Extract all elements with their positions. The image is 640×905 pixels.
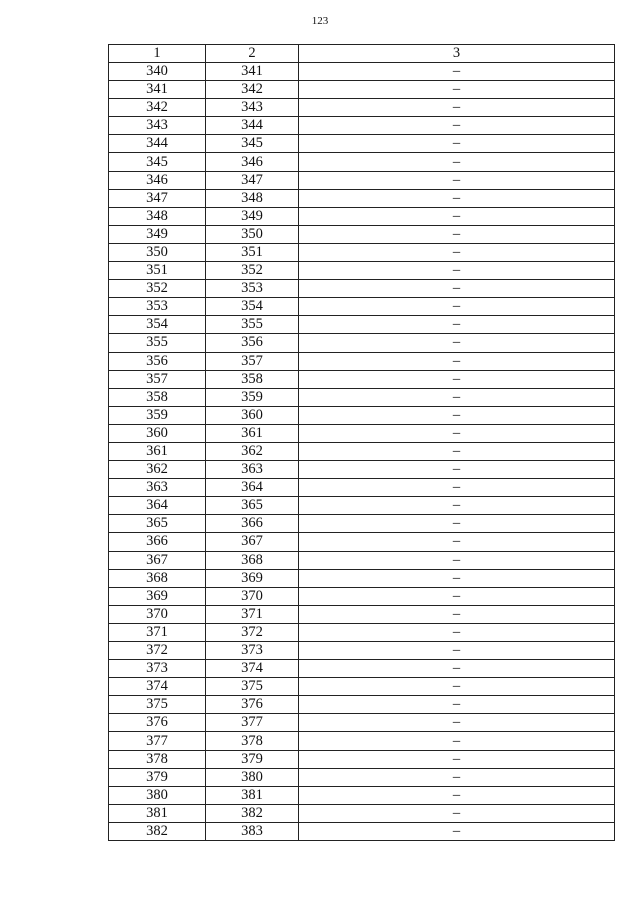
table-cell-col-2: 363: [206, 461, 299, 479]
table-cell-col-1: 372: [109, 642, 206, 660]
table-cell-col-3: –: [299, 768, 615, 786]
table-row: [109, 497, 615, 515]
table-cell-col-1: 378: [109, 750, 206, 768]
table-row: [109, 804, 615, 822]
table-cell-col-1: 368: [109, 569, 206, 587]
table-cell-col-3: –: [299, 714, 615, 732]
table-body: [109, 63, 615, 841]
table-row: [109, 515, 615, 533]
table-cell-col-2: 380: [206, 768, 299, 786]
table-cell-col-3: –: [299, 262, 615, 280]
table-cell-col-1: 353: [109, 298, 206, 316]
table-cell-col-3: –: [299, 750, 615, 768]
table-cell-col-1: 345: [109, 153, 206, 171]
table-header-row: [109, 45, 615, 63]
table-cell-col-2: 383: [206, 822, 299, 840]
table-cell-col-2: 376: [206, 696, 299, 714]
table-row: [109, 642, 615, 660]
table-cell-col-1: 364: [109, 497, 206, 515]
table-cell-col-1: 379: [109, 768, 206, 786]
table-row: [109, 768, 615, 786]
table-cell-col-3: –: [299, 370, 615, 388]
table-cell-col-3: –: [299, 243, 615, 261]
table-cell-col-3: –: [299, 605, 615, 623]
table-cell-col-2: 364: [206, 479, 299, 497]
table-row: [109, 786, 615, 804]
table-cell-col-1: 382: [109, 822, 206, 840]
table-cell-col-1: 357: [109, 370, 206, 388]
table-cell-col-2: 357: [206, 352, 299, 370]
table-cell-col-3: –: [299, 515, 615, 533]
table-cell-col-1: 355: [109, 334, 206, 352]
table-cell-col-1: 360: [109, 424, 206, 442]
table-cell-col-1: 341: [109, 81, 206, 99]
table-cell-col-1: 344: [109, 135, 206, 153]
data-table-container: [108, 44, 615, 841]
table-cell-col-1: 351: [109, 262, 206, 280]
table-cell-col-3: –: [299, 442, 615, 460]
table-cell-col-1: 348: [109, 207, 206, 225]
table-cell-col-2: 354: [206, 298, 299, 316]
table-cell-col-3: –: [299, 786, 615, 804]
table-cell-col-1: 373: [109, 660, 206, 678]
table-cell-col-3: –: [299, 135, 615, 153]
table-cell-col-1: 356: [109, 352, 206, 370]
table-cell-col-2: 366: [206, 515, 299, 533]
table-cell-col-1: 381: [109, 804, 206, 822]
table-cell-col-3: –: [299, 660, 615, 678]
table-cell-col-3: –: [299, 533, 615, 551]
table-cell-col-2: 349: [206, 207, 299, 225]
table-row: [109, 660, 615, 678]
table-cell-col-2: 351: [206, 243, 299, 261]
table-cell-col-3: –: [299, 678, 615, 696]
table-row: [109, 623, 615, 641]
page-number: 123: [311, 15, 329, 27]
table-cell-col-2: 350: [206, 225, 299, 243]
table-cell-col-2: 381: [206, 786, 299, 804]
table-row: [109, 388, 615, 406]
table-cell-col-3: –: [299, 804, 615, 822]
table-cell-col-3: –: [299, 334, 615, 352]
table-cell-col-1: 359: [109, 406, 206, 424]
table-row: [109, 207, 615, 225]
table-cell-col-2: 343: [206, 99, 299, 117]
table-cell-col-2: 360: [206, 406, 299, 424]
table-cell-col-1: 363: [109, 479, 206, 497]
table-cell-col-2: 372: [206, 623, 299, 641]
table-row: [109, 280, 615, 298]
table-cell-col-1: 354: [109, 316, 206, 334]
table-cell-col-3: –: [299, 696, 615, 714]
table-cell-col-2: 356: [206, 334, 299, 352]
table-cell-col-1: 367: [109, 551, 206, 569]
table-cell-col-1: 371: [109, 623, 206, 641]
table-cell-col-1: 342: [109, 99, 206, 117]
table-row: [109, 442, 615, 460]
table-cell-col-3: –: [299, 551, 615, 569]
table-row: [109, 605, 615, 623]
table-row: [109, 370, 615, 388]
table-cell-col-2: 382: [206, 804, 299, 822]
table-cell-col-2: 342: [206, 81, 299, 99]
table-row: [109, 352, 615, 370]
table-row: [109, 822, 615, 840]
table-row: [109, 461, 615, 479]
table-cell-col-1: 375: [109, 696, 206, 714]
table-cell-col-1: 346: [109, 171, 206, 189]
table-row: [109, 117, 615, 135]
table-cell-col-2: 355: [206, 316, 299, 334]
table-row: [109, 81, 615, 99]
table-cell-col-2: 373: [206, 642, 299, 660]
table-row: [109, 189, 615, 207]
table-cell-col-3: –: [299, 642, 615, 660]
table-cell-col-2: 358: [206, 370, 299, 388]
table-cell-col-3: –: [299, 225, 615, 243]
table-cell-col-3: –: [299, 406, 615, 424]
table-cell-col-2: 346: [206, 153, 299, 171]
table-cell-col-3: –: [299, 81, 615, 99]
table-cell-col-2: 378: [206, 732, 299, 750]
table-cell-col-1: 352: [109, 280, 206, 298]
table-cell-col-3: –: [299, 587, 615, 605]
table-cell-col-1: 376: [109, 714, 206, 732]
table-cell-col-3: –: [299, 298, 615, 316]
table-cell-col-3: –: [299, 63, 615, 81]
table-cell-col-3: –: [299, 623, 615, 641]
table-row: [109, 406, 615, 424]
table-cell-col-3: –: [299, 207, 615, 225]
table-cell-col-3: –: [299, 117, 615, 135]
table-cell-col-3: –: [299, 732, 615, 750]
table-cell-col-1: 369: [109, 587, 206, 605]
table-row: [109, 569, 615, 587]
table-cell-col-2: 370: [206, 587, 299, 605]
table-row: [109, 316, 615, 334]
table-cell-col-1: 358: [109, 388, 206, 406]
table-cell-col-1: 343: [109, 117, 206, 135]
table-cell-col-3: –: [299, 280, 615, 298]
table-cell-col-2: 344: [206, 117, 299, 135]
table-cell-col-2: 341: [206, 63, 299, 81]
table-cell-col-2: 374: [206, 660, 299, 678]
table-cell-col-3: –: [299, 497, 615, 515]
table-cell-col-2: 367: [206, 533, 299, 551]
column-header-2: 2: [206, 45, 299, 63]
column-header-1: 1: [109, 45, 206, 63]
table-cell-col-3: –: [299, 153, 615, 171]
table-cell-col-2: 377: [206, 714, 299, 732]
table-cell-col-2: 371: [206, 605, 299, 623]
table-cell-col-3: –: [299, 352, 615, 370]
table-row: [109, 153, 615, 171]
table-cell-col-3: –: [299, 822, 615, 840]
table-row: [109, 334, 615, 352]
table-row: [109, 714, 615, 732]
table-cell-col-1: 362: [109, 461, 206, 479]
table-cell-col-3: –: [299, 189, 615, 207]
table-row: [109, 171, 615, 189]
table-row: [109, 99, 615, 117]
table-cell-col-1: 350: [109, 243, 206, 261]
table-row: [109, 63, 615, 81]
table-cell-col-3: –: [299, 316, 615, 334]
table-row: [109, 551, 615, 569]
table-cell-col-2: 369: [206, 569, 299, 587]
table-cell-col-1: 366: [109, 533, 206, 551]
table-cell-col-2: 368: [206, 551, 299, 569]
table-cell-col-2: 345: [206, 135, 299, 153]
table-cell-col-2: 361: [206, 424, 299, 442]
table-cell-col-2: 375: [206, 678, 299, 696]
table-cell-col-3: –: [299, 171, 615, 189]
table-row: [109, 298, 615, 316]
table-row: [109, 135, 615, 153]
table-cell-col-2: 348: [206, 189, 299, 207]
table-cell-col-1: 361: [109, 442, 206, 460]
table-cell-col-2: 379: [206, 750, 299, 768]
table-cell-col-2: 359: [206, 388, 299, 406]
table-cell-col-1: 349: [109, 225, 206, 243]
table-cell-col-1: 347: [109, 189, 206, 207]
table-cell-col-3: –: [299, 99, 615, 117]
table-cell-col-1: 370: [109, 605, 206, 623]
table-row: [109, 243, 615, 261]
column-header-3: 3: [299, 45, 615, 63]
table-cell-col-1: 340: [109, 63, 206, 81]
table-cell-col-3: –: [299, 461, 615, 479]
table-cell-col-2: 352: [206, 262, 299, 280]
table-cell-col-3: –: [299, 569, 615, 587]
table-row: [109, 696, 615, 714]
table-row: [109, 678, 615, 696]
table-cell-col-1: 377: [109, 732, 206, 750]
table-cell-col-3: –: [299, 388, 615, 406]
table-cell-col-3: –: [299, 424, 615, 442]
table-cell-col-2: 353: [206, 280, 299, 298]
table-row: [109, 479, 615, 497]
table-row: [109, 424, 615, 442]
table-row: [109, 262, 615, 280]
table-cell-col-1: 365: [109, 515, 206, 533]
table-row: [109, 587, 615, 605]
table-row: [109, 225, 615, 243]
table-cell-col-1: 374: [109, 678, 206, 696]
data-table: [108, 44, 615, 841]
table-cell-col-2: 347: [206, 171, 299, 189]
table-cell-col-2: 362: [206, 442, 299, 460]
table-cell-col-2: 365: [206, 497, 299, 515]
table-row: [109, 732, 615, 750]
table-cell-col-1: 380: [109, 786, 206, 804]
table-cell-col-3: –: [299, 479, 615, 497]
table-row: [109, 750, 615, 768]
table-row: [109, 533, 615, 551]
